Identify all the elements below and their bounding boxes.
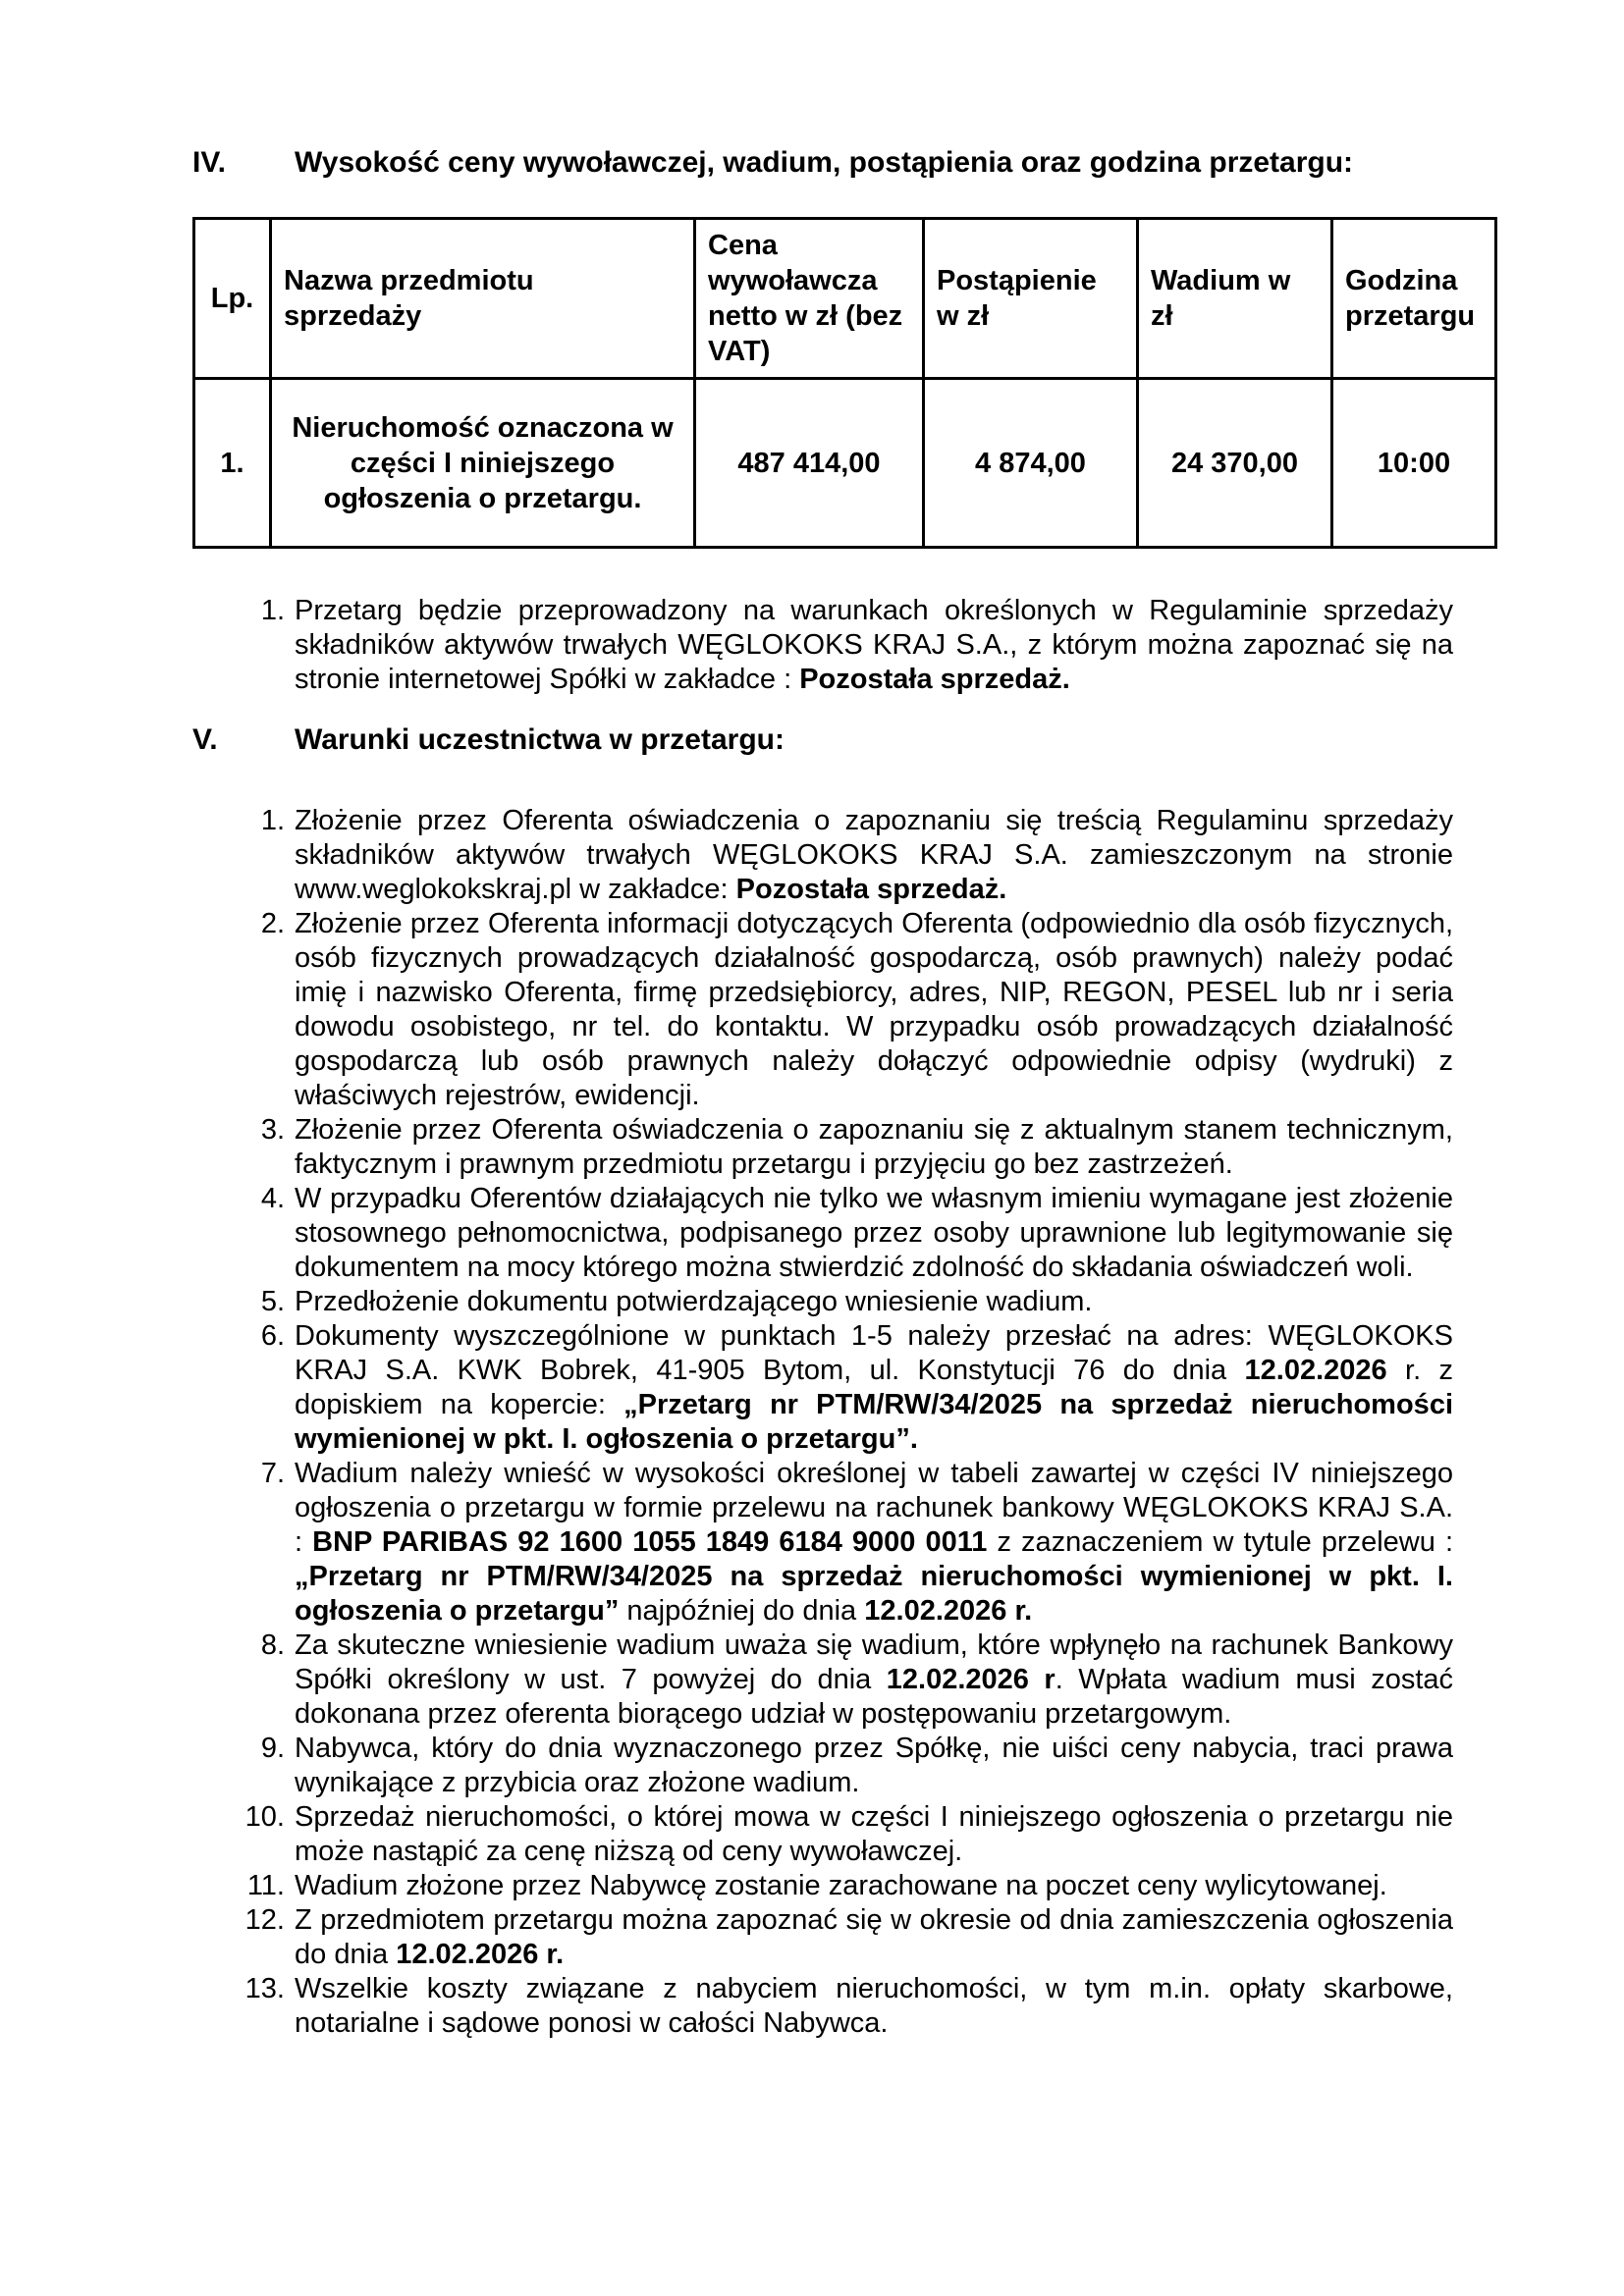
list-item-number: 4. (260, 1183, 285, 1214)
list-item-number: 8. (260, 1629, 285, 1661)
list-item-text: Złożenie przez Oferenta informacji dotyczących Oferenta (odpowiednio dla osób fizycznych, osób fizycznych prowadzących działalność gospodarczą, osób prawnych) należy podać imię i nazwisko Oferenta, firmę przedsiębiorcy, adres, NIP, REGON, PESEL lub nr i seria dowodu osobistego, nr tel. do kontaktu. W przypadku osób prowadzących działalność gospodarczą lub osób prawnych należy dołączyć odpowiednie odpisy (wydruki) z właściwych rejestrów, ewidencji. (295, 908, 1453, 1111)
list-item (234, 1285, 1453, 1319)
list-item-number: 11. (246, 1870, 285, 1901)
table-cell: 1. (194, 379, 271, 548)
table-cell: 10:00 (1332, 379, 1496, 548)
list-item (234, 1182, 1453, 1285)
section-heading-iv (0, 145, 1624, 180)
list-item-text: Przedłożenie dokumentu potwierdzającego wniesienie wadium. (295, 1286, 1093, 1317)
list-item-text: Przetarg będzie przeprowadzony na warunkach określonych w Regulaminie sprzedaży składników aktywów trwałych WĘGLOKOKS KRAJ S.A., z którym można zapoznać się na stronie internetowej Spółki w zakładce : Pozostała sprzedaż. (295, 595, 1453, 695)
list-item (234, 1869, 1453, 1903)
section-heading-v (0, 722, 1624, 757)
table-cell: 487 414,00 (695, 379, 924, 548)
regulations-note-list (234, 594, 1453, 697)
list-item (234, 1732, 1453, 1800)
auction-table-body (194, 379, 1496, 548)
list-item-text: Wadium należy wnieść w wysokości określonej w tabeli zawartej w części IV niniejszego ogłoszenia o przetargu w formie przelewu na rachunek bankowy WĘGLOKOKS KRAJ S.A. : BNP PARIBAS 92 1600 1055 1849 6184 9000 0011 z zaznaczeniem w tytule przelewu : „Przetarg nr PTM/RW/34/2025 na sprzedaż nieruchomości wymienionej w pkt. I. ogłoszenia o przetargu” najpóźniej do dnia 12.02.2026 r. (295, 1458, 1453, 1627)
list-item-text: Złożenie przez Oferenta oświadczenia o zapoznaniu się z aktualnym stanem technicznym, faktycznym i prawnym przedmiotu przetargu i przyjęciu go bez zastrzeżeń. (295, 1114, 1453, 1180)
auction-table-header (194, 219, 1496, 379)
list-item-number: 12. (244, 1904, 285, 1936)
list-item-text: Wadium złożone przez Nabywcę zostanie zarachowane na poczet ceny wylicytowanej. (295, 1870, 1387, 1901)
section-iv-label: IV. (192, 146, 226, 179)
list-item-number: 7. (260, 1458, 285, 1489)
list-item (234, 907, 1453, 1113)
list-item-text: Wszelkie koszty związane z nabyciem nieruchomości, w tym m.in. opłaty skarbowe, notarialne i sądowe ponosi w całości Nabywca. (295, 1973, 1453, 2039)
table-header-cell: Godzina przetargu (1332, 219, 1496, 379)
table-cell: Nieruchomość oznaczona w części I niniejszego ogłoszenia o przetargu. (271, 379, 695, 548)
list-item-text: Złożenie przez Oferenta oświadczenia o zapoznaniu się treścią Regulaminu sprzedaży składników aktywów trwałych WĘGLOKOKS KRAJ S.A. zamieszczonym na stronie www.weglokokskraj.pl w zakładce: Pozostała sprzedaż. (295, 805, 1453, 905)
list-item-text: W przypadku Oferentów działających nie tylko we własnym imieniu wymagane jest złożenie stosownego pełnomocnictwa, podpisanego przez osoby uprawnione lub legitymowanie się dokumentem na mocy którego można stwierdzić zdolność do składania oświadczeń woli. (295, 1183, 1453, 1283)
table-header-cell: Nazwa przedmiotu sprzedaży (271, 219, 695, 379)
list-item-text: Nabywca, który do dnia wyznaczonego przez Spółkę, nie uiści ceny nabycia, traci prawa wynikające z przybicia oraz złożone wadium. (295, 1733, 1453, 1798)
list-item-number: 13. (244, 1973, 285, 2004)
section-iv-title: Wysokość ceny wywoławczej, wadium, postąpienia oraz godzina przetargu: (295, 146, 1354, 179)
table-header-cell: Lp. (194, 219, 271, 379)
list-item-text: Sprzedaż nieruchomości, o której mowa w części I niniejszego ogłoszenia o przetargu nie może nastąpić za cenę niższą od ceny wywoławczej. (295, 1801, 1453, 1867)
list-item-number: 1. (260, 595, 285, 626)
section-v-label: V. (192, 723, 218, 756)
table-header-cell: Cena wywoławcza netto w zł (bez VAT) (695, 219, 924, 379)
list-item-number: 10. (244, 1801, 285, 1833)
list-item (234, 1319, 1453, 1457)
list-item (234, 1113, 1453, 1182)
list-item-number: 3. (260, 1114, 285, 1146)
table-cell: 24 370,00 (1138, 379, 1332, 548)
list-item-number: 5. (260, 1286, 285, 1317)
table-header-cell: Postąpienie w zł (924, 219, 1138, 379)
table-header-row (194, 219, 1496, 379)
participation-conditions-list (234, 804, 1453, 2041)
list-item (234, 1903, 1453, 1972)
list-item-number: 2. (260, 908, 285, 939)
list-item (234, 1629, 1453, 1732)
list-item-text: Za skuteczne wniesienie wadium uważa się wadium, które wpłynęło na rachunek Bankowy Spółki określony w ust. 7 powyżej do dnia 12.02.2026 r. Wpłata wadium musi zostać dokonana przez oferenta biorącego udział w postępowaniu przetargowym. (295, 1629, 1454, 1730)
table-cell: 4 874,00 (924, 379, 1138, 548)
list-item-text: Dokumenty wyszczególnione w punktach 1-5 należy przesłać na adres: WĘGLOKOKS KRAJ S.A. KWK Bobrek, 41-905 Bytom, ul. Konstytucji 76 do dnia 12.02.2026 r. z dopiskiem na kopercie: „Przetarg nr PTM/RW/34/2025 na sprzedaż nieruchomości wymienionej w pkt. I. ogłoszenia o przetargu”. (295, 1320, 1454, 1455)
table-row (194, 379, 1496, 548)
auction-parameters-table (192, 217, 1497, 549)
list-item (234, 1972, 1453, 2041)
list-item (234, 804, 1453, 907)
list-item (234, 1457, 1453, 1629)
list-item (234, 594, 1453, 697)
list-item-number: 9. (260, 1733, 285, 1764)
list-item-text: Z przedmiotem przetargu można zapoznać się w okresie od dnia zamieszczenia ogłoszenia do dnia 12.02.2026 r. (295, 1904, 1453, 1970)
list-item-number: 1. (260, 805, 285, 836)
table-header-cell: Wadium w zł (1138, 219, 1332, 379)
list-item (234, 1800, 1453, 1869)
list-item-number: 6. (260, 1320, 285, 1352)
section-v-title: Warunki uczestnictwa w przetargu: (295, 723, 785, 756)
